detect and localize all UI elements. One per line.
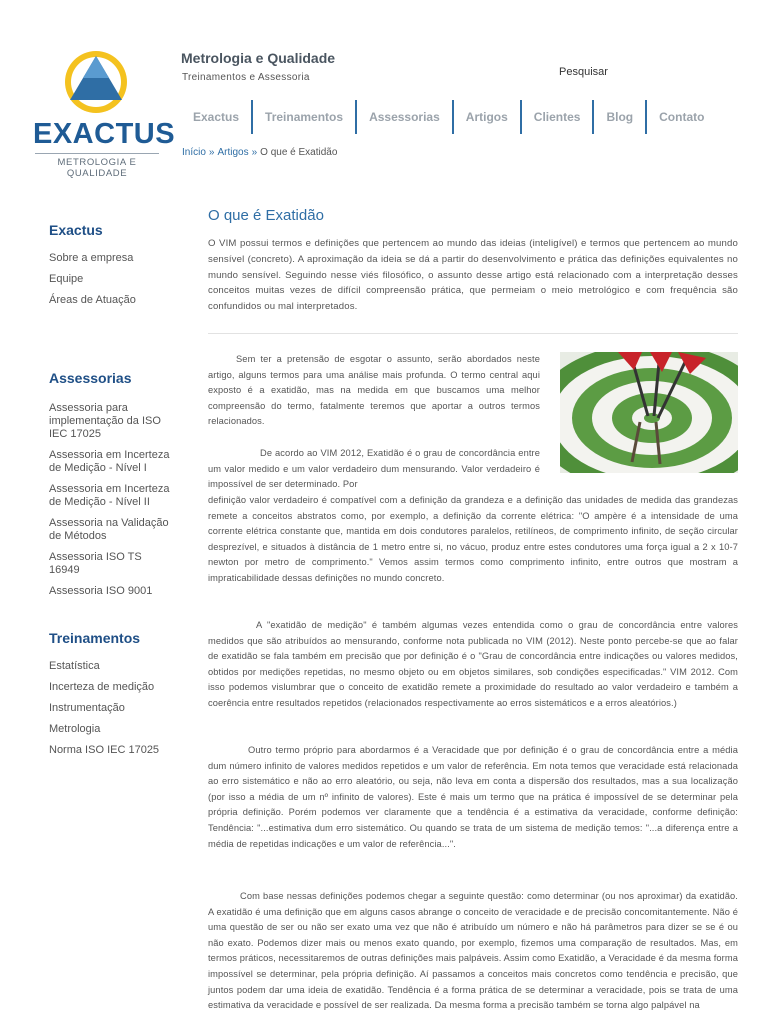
breadcrumb-separator: » <box>251 147 258 158</box>
breadcrumb <box>182 147 337 158</box>
nav-item-assessorias[interactable]: Assessorias <box>357 100 454 134</box>
logo-emblem-icon <box>64 50 128 114</box>
sidebar-item-iso9001[interactable]: Assessoria ISO 9001 <box>49 585 153 597</box>
site-title: Metrologia e Qualidade <box>181 50 336 66</box>
breadcrumb-section[interactable]: Artigos <box>217 147 249 158</box>
breadcrumb-home[interactable]: Início <box>182 147 206 158</box>
sidebar-item-iso17025[interactable]: Assessoria para implementação da ISO IEC 17025 <box>49 402 161 440</box>
exactus-logo[interactable] <box>33 50 176 179</box>
sidebar-item-incerteza-2[interactable]: Assessoria em Incerteza de Medição - Nível II <box>49 483 170 508</box>
main-nav <box>181 100 716 134</box>
sidebar-item-incerteza-1[interactable]: Assessoria em Incerteza de Medição - Nível I <box>49 449 170 474</box>
sidebar-treinamentos <box>49 630 179 765</box>
sidebar-item-incerteza[interactable]: Incerteza de medição <box>49 681 155 693</box>
sidebar-item-estatistica[interactable]: Estatística <box>49 660 100 672</box>
page-title: O que é Exatidão <box>208 207 324 224</box>
article-paragraph: Outro termo próprio para abordarmos é a Veracidade que por definição é o grau de concordância entre a média dum número infinito de valores medidos repetidos e um valor de referência. Em nota temos que veracidade está relacionada ao erro sistemático e não ao erro aleatório, ou seja, não leva em conta a dispersão dos resultados, mas a sua localização (por isso a média de um nº infinito de valores). Este é mais um termo que na prática é impossível de se determinar pela própria definição. Porém podemos ver claramente que a tendência é a estimativa da veracidade, conforme definição: Tendência: "...estimativa dum erro sistemático. Ou quando se trata de um sistema de medição temos: "...a diferença entre a média de repetidas indicações e um valor de referência...". <box>208 745 738 849</box>
sidebar-item-ts16949[interactable]: Assessoria ISO TS 16949 <box>49 551 142 576</box>
logo-wordmark: EXACTUS <box>33 118 176 150</box>
article-paragraph: Com base nessas definições podemos chegar a seguinte questão: como determinar (ou nos aproximar) da exatidão. A exatidão é uma definição que em alguns casos abrange o conceito de veracidade e de precisão concomitantemente. Não é uma questão de ser ou não ser exato uma vez que não é atribuído um número e não há parâmetros para dizer se se é ou não exato. Podemos dizer mais ou menos exato quando, por exemplo, fizemos uma comparação de resultados. Mas, em termos práticos, necessitaremos de outras definições mais palpáveis. Assim como Exatidão, a Veracidade é da mesma forma impossível se determinar, pela própria definição. Aí passamos a conceitos mais concretos como tendência e precisão, que juntos podem dar uma ideia de exatidão. Tendência é a forma prática de se determinar a veracidade, pois se trata de uma estimativa da veracidade e possível de ser realizada. Da mesma forma a precisão também se torna algo palpável na <box>208 891 738 1011</box>
article-intro: O VIM possui termos e definições que pertencem ao mundo das ideias (inteligível) e termos que pertencem ao mundo sensível (concreto). A aproximação da ideia se dá a partir do desenvolvimento e prática das definições equivalentes no mundo sensível. Seguindo nesse viés filosófico, o assunto desse artigo está relacionado com a interpretação desses conceitos muitas vezes de difícil compreensão prática, que permeiam o meio metrológico e com frequência são confundidos ou mal interpretados. <box>208 238 738 313</box>
nav-item-clientes[interactable]: Clientes <box>522 100 595 134</box>
site-subtitle: Treinamentos e Assessoria <box>182 72 310 83</box>
sidebar-item-areas[interactable]: Áreas de Atuação <box>49 294 136 306</box>
sidebar-heading-exactus: Exactus <box>49 222 103 238</box>
sidebar-assessorias <box>49 370 174 606</box>
sidebar-item-metrologia[interactable]: Metrologia <box>49 723 101 735</box>
sidebar-heading-assessorias: Assessorias <box>49 370 132 386</box>
nav-item-artigos[interactable]: Artigos <box>454 100 522 134</box>
logo-tagline: METROLOGIA E QUALIDADE <box>35 153 159 179</box>
breadcrumb-current: O que é Exatidão <box>260 147 338 158</box>
article-paragraph: A "exatidão de medição" é também algumas vezes entendida como o grau de concordância entre valores medidos que são atribuídos ao mensurando, conforme nota publicada no VIM (2012). Neste ponto percebe-se que ao falar de exatidão se fala também em precisão que por definição é o "Grau de concordância entre indicações ou valores medidos, obtidos por medições repetidas, no mesmo objeto ou em objetos similares, sob condições especificadas." VIM 2012. Com isso podemos vislumbrar que o conceito de exatidão remete a proximidade do resultado ao valor verdadeiro e também a coerência entre resultados repetidos (relacionados respectivamente ao erros sistemáticos e a erros aleatórios.) <box>208 620 738 708</box>
article-paragraph: definição valor verdadeiro é compatível com a definição da grandeza e a definição das unidades de medida das grandezas remete a conceitos abstratos como, por exemplo, a definição da corrente elétrica: "O ampère é a intensidade de uma corrente elétrica constante que, mantida em dois condutores paralelos, retilíneos, de comprimento infinito, de seção circular desprezível, e situados à distância de 1 metro entre si, no vácuo, produz entre estes condutores uma força igual a 2 x 10-7 newton por metro de comprimento." Vemos assim termos como comprimento infinito, entre outros que mostram a impraticabilidade dessas definições no mundo concreto. <box>208 495 738 583</box>
breadcrumb-separator: » <box>208 147 215 158</box>
sidebar-item-validacao[interactable]: Assessoria na Validação de Métodos <box>49 517 169 542</box>
sidebar-item-norma[interactable]: Norma ISO IEC 17025 <box>49 744 160 756</box>
sidebar-item-sobre[interactable]: Sobre a empresa <box>49 252 134 264</box>
sidebar-item-instrumentacao[interactable]: Instrumentação <box>49 702 125 714</box>
sidebar-item-equipe[interactable]: Equipe <box>49 273 84 285</box>
article-paragraph: Sem ter a pretensão de esgotar o assunto, serão abordados neste artigo, alguns termos para uma análise mais profunda. O termo central aqui exposto é a exatidão, mas na medida em que buscamos uma melhor compreensão do termo, fatalmente teremos que aportar a outros termos relacionados. <box>208 354 540 427</box>
nav-item-treinamentos[interactable]: Treinamentos <box>253 100 357 134</box>
divider <box>208 333 738 334</box>
nav-item-contato[interactable]: Contato <box>659 110 705 124</box>
nav-item-exactus[interactable]: Exactus <box>181 100 253 134</box>
darts-target-image <box>560 352 738 473</box>
sidebar-exactus <box>49 222 179 315</box>
nav-item-blog[interactable]: Blog <box>594 100 647 134</box>
sidebar-heading-treinamentos: Treinamentos <box>49 630 141 646</box>
search-link[interactable]: Pesquisar <box>559 66 608 78</box>
article-paragraph: De acordo ao VIM 2012, Exatidão é o grau de concordância entre um valor medido e um valor verdadeiro dum mensurando. Valor verdadeiro é impossível de ser determinado. Por <box>208 448 540 490</box>
